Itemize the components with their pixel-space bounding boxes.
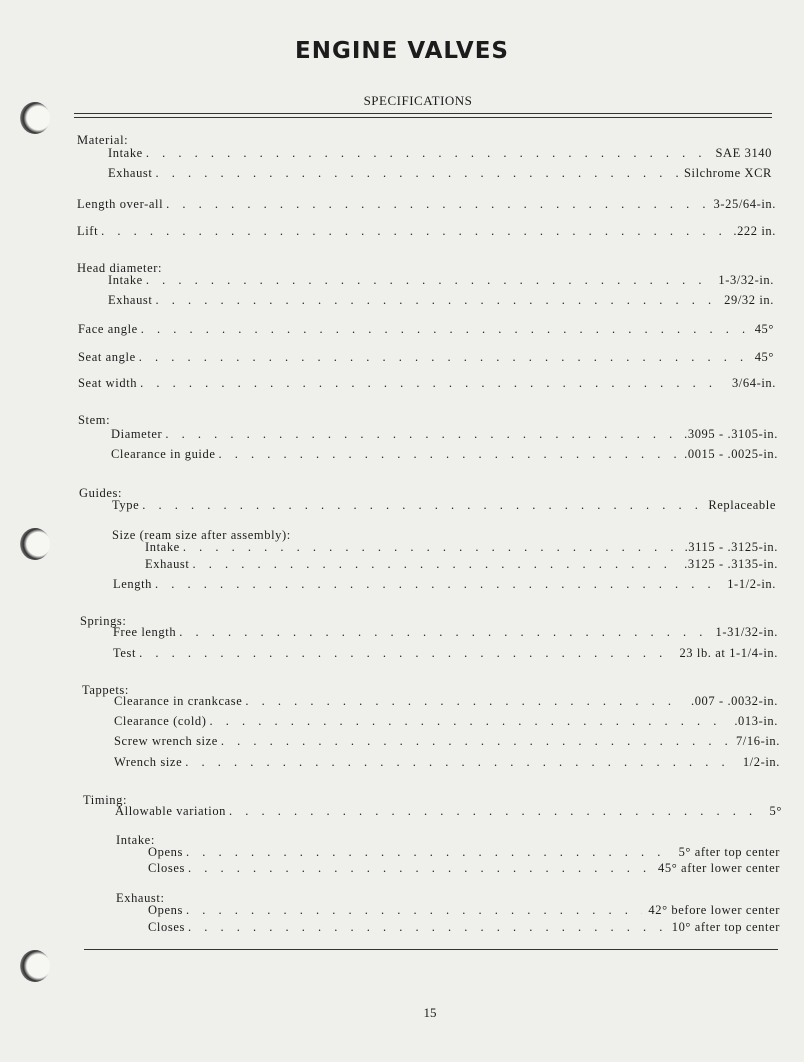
page-title: ENGINE VALVES [295,38,509,64]
leader-dots [185,755,737,770]
spec-row [112,498,776,513]
leader-dots [192,557,678,572]
spec-row [113,625,778,640]
spec-row [108,293,774,308]
spec-label: Exhaust [108,166,153,180]
spec-value: 1-3/32-in. [718,273,774,287]
spec-value: 5° after top center [678,845,780,859]
subheading-exhaust: Exhaust: [116,891,165,905]
spec-value: 42° before lower center [648,903,780,917]
spec-value: 3/64-in. [731,376,776,390]
spec-label: Seat angle [78,350,136,364]
leader-dots [188,920,666,935]
leader-dots [166,197,707,212]
spec-value: 5° [769,804,782,818]
spec-label: Type [112,498,140,512]
spec-label: Seat width [78,376,138,390]
leader-dots [183,540,679,555]
spec-value: 10° after top center [671,920,780,934]
spec-label: Wrench size [114,755,183,769]
spec-label: Clearance in guide [111,447,216,461]
spec-row [148,845,780,860]
spec-row [114,714,778,729]
spec-row [114,694,778,709]
leader-dots [186,845,673,860]
spec-row [113,646,778,661]
spec-row [108,166,772,181]
leader-dots [179,625,709,640]
subheading-ream-size: Size (ream size after assembly): [112,528,291,542]
leader-dots [146,146,710,161]
spec-value: 1-31/32-in. [715,625,778,639]
leader-dots [221,734,730,749]
top-rule-double [74,117,772,118]
spec-row [113,577,776,592]
spec-label: Lift [77,224,99,238]
spec-value: .013-in. [734,714,778,728]
heading-head-diameter: Head diameter: [77,261,163,275]
top-rule [74,113,772,114]
heading-stem: Stem: [78,413,111,427]
spec-row [111,427,778,442]
spec-row [108,273,774,288]
spec-value: 1-1/2-in. [727,577,776,591]
spec-label: Intake [108,146,143,160]
leader-dots [219,447,679,462]
spec-value: 45° [754,350,774,364]
spec-label: Closes [148,920,185,934]
spec-label: Diameter [111,427,163,441]
leader-dots [141,322,749,337]
spec-row [114,734,780,749]
spec-value: .3125 - .3135-in. [684,557,778,571]
heading-material: Material: [77,133,129,147]
leader-dots [210,714,729,729]
leader-dots [139,646,673,661]
spec-value: 7/16-in. [735,734,780,748]
spec-value: 45° [754,322,774,336]
binder-hole-middle [20,528,50,560]
leader-dots [186,903,642,918]
spec-label: Intake [145,540,180,554]
heading-guides: Guides: [79,486,123,500]
spec-label: Free length [113,625,177,639]
spec-row [115,804,782,819]
leader-dots [165,427,678,442]
spec-label: Clearance in crankcase [114,694,243,708]
spec-row [145,540,778,555]
spec-label: Opens [148,845,183,859]
spec-value: 29/32 in. [724,293,774,307]
page-number: 15 [423,1005,437,1020]
section-subtitle: SPECIFICATIONS [363,93,473,108]
spec-label: Length over-all [77,197,164,211]
leader-dots [101,224,727,239]
spec-row [148,920,780,935]
leader-dots [142,498,702,513]
spec-row [78,376,776,391]
spec-value: .3115 - .3125-in. [684,540,778,554]
spec-value: Replaceable [708,498,776,512]
spec-row [78,322,774,337]
spec-label: Test [113,646,137,660]
spec-row [78,350,774,365]
spec-value: .3095 - .3105-in. [684,427,778,441]
spec-label: Exhaust [108,293,153,307]
bottom-rule [84,949,778,950]
spec-label: Allowable variation [115,804,227,818]
spec-value: 3-25/64-in. [713,197,776,211]
spec-row [77,197,776,212]
spec-value: 45° after lower center [658,861,780,875]
spec-row [111,447,778,462]
heading-tappets: Tappets: [82,683,129,697]
spec-label: Exhaust [145,557,190,571]
leader-dots [245,694,685,709]
spec-label: Face angle [78,322,138,336]
leader-dots [188,861,652,876]
leader-dots [140,376,726,391]
spec-label: Clearance (cold) [114,714,207,728]
spec-value: .0015 - .0025-in. [684,447,778,461]
spec-value: .007 - .0032-in. [690,694,778,708]
spec-value: .222 in. [733,224,776,238]
spec-label: Screw wrench size [114,734,218,748]
spec-row [108,146,772,161]
subheading-intake: Intake: [116,833,155,847]
leader-dots [155,293,718,308]
spec-label: Opens [148,903,183,917]
spec-label: Length [113,577,153,591]
leader-dots [229,804,764,819]
spec-value: 23 lb. at 1-1/4-in. [679,646,778,660]
spec-label: Intake [108,273,143,287]
spec-value: 1/2-in. [742,755,780,769]
leader-dots [155,577,721,592]
spec-label: Closes [148,861,185,875]
spec-row [77,224,776,239]
spec-row [148,861,780,876]
spec-row [114,755,780,770]
leader-dots [139,350,749,365]
binder-hole-bottom [20,950,50,982]
heading-springs: Springs: [80,614,127,628]
leader-dots [146,273,713,288]
heading-timing: Timing: [83,793,128,807]
leader-dots [155,166,678,181]
spec-row [148,903,780,918]
spec-value: Silchrome XCR [683,166,772,180]
spec-value: SAE 3140 [715,146,772,160]
spec-row [145,557,778,572]
